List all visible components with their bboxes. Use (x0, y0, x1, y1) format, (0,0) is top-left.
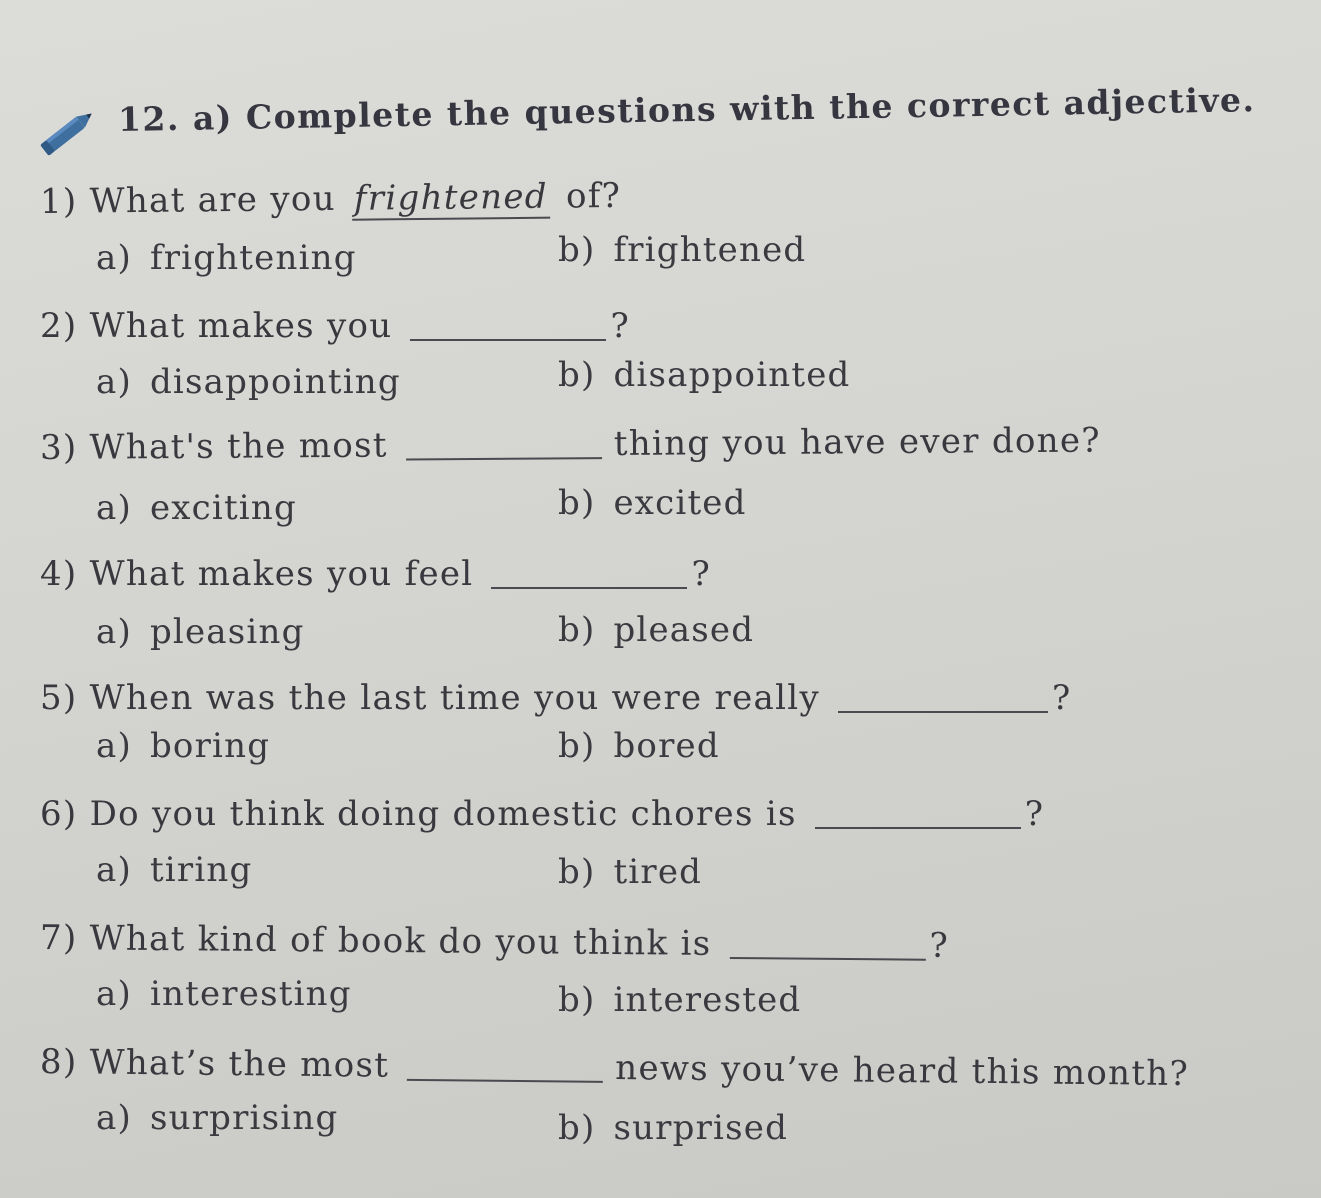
option-label: b) (558, 980, 596, 1020)
option-label: b) (558, 610, 596, 650)
option-text: disappointed (613, 355, 851, 395)
option-label: a) (96, 850, 132, 890)
option-label: a) (96, 612, 132, 652)
option-label: b) (558, 355, 596, 395)
question-tail: ? (610, 306, 630, 346)
question-tail: ? (1024, 794, 1045, 834)
option-text: excited (613, 483, 747, 523)
answer-blank[interactable] (729, 927, 925, 961)
option-label: b) (558, 483, 596, 523)
question-5 (40, 678, 1072, 718)
option-a[interactable] (96, 488, 297, 528)
option-text: frightened (613, 230, 807, 270)
answer-filled: frightened (352, 177, 550, 221)
answer-blank[interactable] (410, 309, 606, 341)
question-tail: ? (691, 554, 711, 594)
question-3 (40, 421, 1101, 468)
option-a[interactable] (96, 974, 352, 1014)
option-text: bored (613, 726, 720, 766)
option-text: surprised (613, 1108, 789, 1148)
question-2 (40, 306, 630, 346)
option-label: b) (558, 1108, 596, 1148)
option-label: a) (96, 1098, 132, 1138)
question-tail: thing you have ever done? (613, 420, 1102, 464)
question-text: When was the last time you were really (89, 678, 820, 718)
option-a[interactable] (96, 726, 270, 766)
option-text: interested (613, 980, 802, 1020)
question-7 (40, 918, 949, 966)
option-b[interactable] (558, 610, 754, 650)
answer-blank[interactable] (838, 681, 1048, 713)
option-label: a) (96, 488, 132, 528)
option-label: b) (558, 230, 596, 270)
question-4 (40, 554, 711, 594)
exercise-heading: 12. a) Complete the questions with the correct adjective. (117, 80, 1256, 139)
option-a[interactable] (96, 612, 305, 652)
question-number: 3) (39, 427, 78, 468)
option-label: b) (558, 726, 596, 766)
option-text: pleased (613, 610, 755, 650)
option-text: disappointing (149, 362, 401, 402)
option-b[interactable] (558, 230, 806, 270)
option-text: exciting (149, 488, 297, 528)
option-label: a) (96, 726, 132, 766)
option-b[interactable] (558, 980, 801, 1020)
option-a[interactable] (96, 1098, 338, 1138)
question-text: What makes you feel (89, 554, 474, 594)
question-number: 6) (40, 794, 78, 834)
question-number: 2) (40, 306, 78, 346)
answer-blank[interactable] (815, 797, 1021, 829)
option-text: frightening (149, 238, 357, 278)
question-number: 8) (39, 1042, 78, 1083)
option-label: a) (96, 238, 132, 278)
option-b[interactable] (558, 1108, 788, 1148)
answer-blank[interactable] (406, 427, 602, 460)
answer-blank[interactable] (491, 557, 687, 589)
option-text: pleasing (149, 612, 305, 652)
question-text: What’s the most (89, 1042, 390, 1086)
question-text: What makes you (89, 306, 393, 346)
question-number: 4) (40, 554, 78, 594)
option-b[interactable] (558, 726, 720, 766)
question-number: 7) (39, 918, 78, 959)
question-tail: of? (565, 175, 622, 217)
option-a[interactable] (96, 238, 357, 278)
option-b[interactable] (558, 483, 747, 523)
question-tail: ? (929, 925, 950, 966)
question-8 (40, 1042, 1189, 1094)
option-b[interactable] (558, 355, 851, 395)
option-label: a) (96, 362, 132, 402)
answer-blank[interactable] (407, 1049, 603, 1083)
option-text: surprising (149, 1098, 339, 1138)
option-label: b) (558, 852, 596, 892)
question-number: 1) (39, 181, 78, 222)
question-1 (40, 176, 622, 222)
question-text: Do you think doing domestic chores is (89, 794, 797, 834)
option-label: a) (96, 974, 132, 1014)
question-text: What's the most (89, 425, 388, 468)
question-number: 5) (40, 678, 78, 718)
option-text: tiring (149, 850, 253, 890)
option-a[interactable] (96, 362, 401, 402)
question-text: What kind of book do you think is (89, 918, 712, 964)
question-tail: news you’ve heard this month? (615, 1048, 1190, 1095)
pencil-icon (36, 100, 100, 164)
question-text: What are you (89, 178, 337, 222)
option-text: boring (149, 726, 271, 766)
option-text: tired (613, 852, 703, 892)
question-6 (40, 794, 1044, 834)
option-a[interactable] (96, 850, 252, 890)
option-text: interesting (149, 974, 352, 1014)
option-b[interactable] (558, 852, 702, 892)
question-tail: ? (1051, 678, 1072, 718)
